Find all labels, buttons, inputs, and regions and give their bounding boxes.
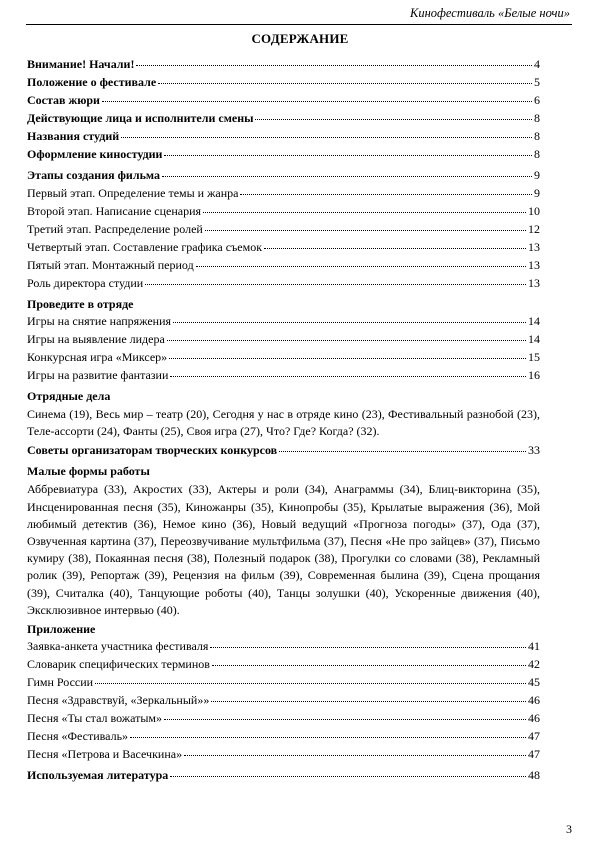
table-of-contents: [27, 57, 540, 786]
toc-entry-label: Положение о фестивале: [27, 75, 157, 89]
toc-entry-label: Заявка-анкета участника фестиваля: [27, 639, 209, 654]
header-rule: [26, 24, 572, 25]
toc-entry-page: 47: [528, 747, 540, 762]
toc-top-group: [27, 57, 540, 165]
toc-squad-affairs-section: [27, 389, 540, 440]
toc-entry: [27, 93, 540, 111]
toc-entry-label: Названия студий: [27, 129, 120, 143]
toc-entry-label: Словарик специфических терминов: [27, 657, 210, 672]
toc-entry-page: 46: [528, 693, 540, 708]
toc-entry-page: 42: [528, 657, 540, 672]
toc-entry-page: 13: [528, 240, 540, 254]
dot-leader: [121, 137, 532, 138]
toc-entry: [27, 711, 540, 729]
dot-leader: [167, 340, 526, 341]
toc-entry: [27, 147, 540, 165]
toc-entry-page: 16: [528, 368, 540, 382]
toc-entry: [27, 129, 540, 147]
toc-entry-label: Оформление киностудии: [27, 147, 163, 161]
dot-leader: [205, 230, 526, 231]
toc-section-entry: [27, 168, 540, 186]
dot-leader: [158, 83, 532, 84]
toc-entry: [27, 75, 540, 93]
toc-entry-label: Состав жюри: [27, 93, 100, 107]
toc-entry-label: Используемая литература: [27, 768, 169, 783]
dot-leader: [164, 155, 532, 156]
toc-entry-page: 47: [528, 729, 540, 744]
dot-leader: [169, 358, 526, 359]
toc-entry-page: 4: [534, 57, 540, 71]
dot-leader: [95, 683, 526, 684]
toc-entry: [27, 639, 540, 657]
toc-entry-label: Игры на выявление лидера: [27, 332, 165, 346]
toc-entry-label: Советы организаторам творческих конкурсов: [27, 443, 278, 458]
toc-entry-page: 10: [528, 204, 540, 218]
toc-entry-label: Роль директора студии: [27, 276, 144, 290]
toc-entry: [27, 222, 540, 240]
dot-leader: [170, 776, 526, 777]
dot-leader: [210, 647, 526, 648]
toc-entry: [27, 276, 540, 294]
toc-entry: [27, 657, 540, 675]
dot-leader: [264, 248, 526, 249]
toc-entry-page: 33: [528, 443, 540, 458]
page-number: 3: [566, 822, 572, 836]
section-heading: Проведите в отряде: [27, 297, 134, 311]
toc-entry-page: 45: [528, 675, 540, 690]
toc-entry-page: 14: [528, 314, 540, 328]
toc-entry-label: Второй этап. Написание сценария: [27, 204, 202, 218]
section-heading: Малые формы работы: [27, 464, 150, 479]
dot-leader: [279, 451, 526, 452]
section-heading: Отрядные дела: [27, 389, 111, 403]
dot-leader: [102, 101, 532, 102]
toc-stages-section: [27, 168, 540, 294]
section-heading: Приложение: [27, 622, 96, 637]
dot-leader: [130, 737, 526, 738]
toc-small-forms-section: [27, 464, 540, 619]
toc-entry-page: 9: [534, 168, 540, 182]
toc-entry-label: Игры на снятие напряжения: [27, 314, 172, 328]
dot-leader: [162, 176, 532, 177]
toc-entry-label: Песня «Здравствуй, «Зеркальный»»: [27, 693, 210, 708]
toc-entry-page: 13: [528, 276, 540, 290]
dot-leader: [136, 65, 532, 66]
toc-entry-page: 8: [534, 147, 540, 161]
toc-entry-page: 15: [528, 350, 540, 364]
toc-entry-label: Четвертый этап. Составление графика съемок: [27, 240, 263, 254]
dot-leader: [145, 284, 526, 285]
toc-entry: [27, 186, 540, 204]
running-header: Кинофестиваль «Белые ночи»: [410, 6, 570, 20]
toc-entry: [27, 240, 540, 258]
toc-entry-page: 9: [534, 186, 540, 200]
toc-entry-page: 12: [528, 222, 540, 236]
section-paragraph: Синема (19), Весь мир – театр (20), Сегодня у нас в отряде кино (23), Фестивальный разнобой (23), Теле-ассорти (24), Фанты (25), Своя игра (27), Что? Где? Когда? (32).: [27, 407, 540, 439]
toc-entry-page: 14: [528, 332, 540, 346]
toc-entry: [27, 693, 540, 711]
toc-entry-page: 5: [534, 75, 540, 89]
toc-entry-label: Игры на развитие фантазии: [27, 368, 169, 382]
toc-entry-page: 13: [528, 258, 540, 272]
dot-leader: [196, 266, 526, 267]
toc-entry-label: Третий этап. Распределение ролей: [27, 222, 203, 236]
dot-leader: [203, 212, 526, 213]
toc-entry: [27, 332, 540, 350]
toc-entry-label: Песня «Петрова и Васечкина»: [27, 747, 183, 762]
toc-entry-label: Этапы создания фильма: [27, 168, 161, 182]
toc-entry: [27, 675, 540, 693]
dot-leader: [211, 701, 526, 702]
toc-entry: [27, 747, 540, 765]
toc-section-entry: [27, 768, 540, 786]
toc-section-entry: [27, 443, 540, 461]
toc-entry-label: Песня «Ты стал вожатым»: [27, 711, 162, 726]
toc-entry: [27, 368, 540, 386]
section-paragraph: Аббревиатура (33), Акростих (33), Актеры и роли (34), Анаграммы (34), Блиц-викторина (35), Инсценированная песня (35), Киножанры (35), Кинопробы (35), Крылатые выражения (36), Мой любимый детектив (36), Немое кино (36), Новый ведущий «Прогноза погоды» (37), Ода (37), Озвученная картина (37), Переозвучивание мультфильма (37), Песня «Не про зайцев» (37), Письмо кумиру (38), Покаянная песня (38), Полезный подарок (38), Прогулки со словами (38), Рекламный ролик (39), Репортаж (39), Рецензия на фильм (39), Современная былина (39), Сцена прощания (39), Считалка (40), Танцующие роботы (40), Танцы золушки (40), Ускоренные движения (40), Эксклюзивное интервью (40).: [27, 482, 540, 617]
toc-entry: [27, 729, 540, 747]
toc-entry-label: Внимание! Начали!: [27, 57, 135, 71]
dot-leader: [164, 719, 526, 720]
dot-leader: [170, 376, 526, 377]
toc-entry: [27, 204, 540, 222]
toc-entry: [27, 350, 540, 368]
toc-entry-label: Гимн России: [27, 675, 94, 690]
toc-title: СОДЕРЖАНИЕ: [251, 31, 349, 46]
toc-appendix-section: [27, 622, 540, 765]
toc-entry: [27, 258, 540, 276]
toc-entry-page: 8: [534, 129, 540, 143]
toc-entry-page: 8: [534, 111, 540, 125]
toc-entry-label: Конкурсная игра «Миксер»: [27, 350, 168, 364]
toc-entry-label: Пятый этап. Монтажный период: [27, 258, 194, 272]
toc-entry-page: 48: [528, 768, 540, 783]
dot-leader: [184, 755, 526, 756]
toc-entry-page: 6: [534, 93, 540, 107]
toc-entry: [27, 57, 540, 75]
toc-squad-section: [27, 297, 540, 386]
dot-leader: [240, 194, 532, 195]
toc-entry-label: Песня «Фестиваль»: [27, 729, 129, 744]
toc-entry-page: 41: [528, 639, 540, 654]
toc-entry-label: Действующие лица и исполнители смены: [27, 111, 254, 125]
dot-leader: [255, 119, 532, 120]
toc-entry: [27, 314, 540, 332]
toc-entry: [27, 111, 540, 129]
dot-leader: [212, 665, 526, 666]
toc-entry-page: 46: [528, 711, 540, 726]
toc-entry-label: Первый этап. Определение темы и жанра: [27, 186, 239, 200]
dot-leader: [173, 322, 526, 323]
